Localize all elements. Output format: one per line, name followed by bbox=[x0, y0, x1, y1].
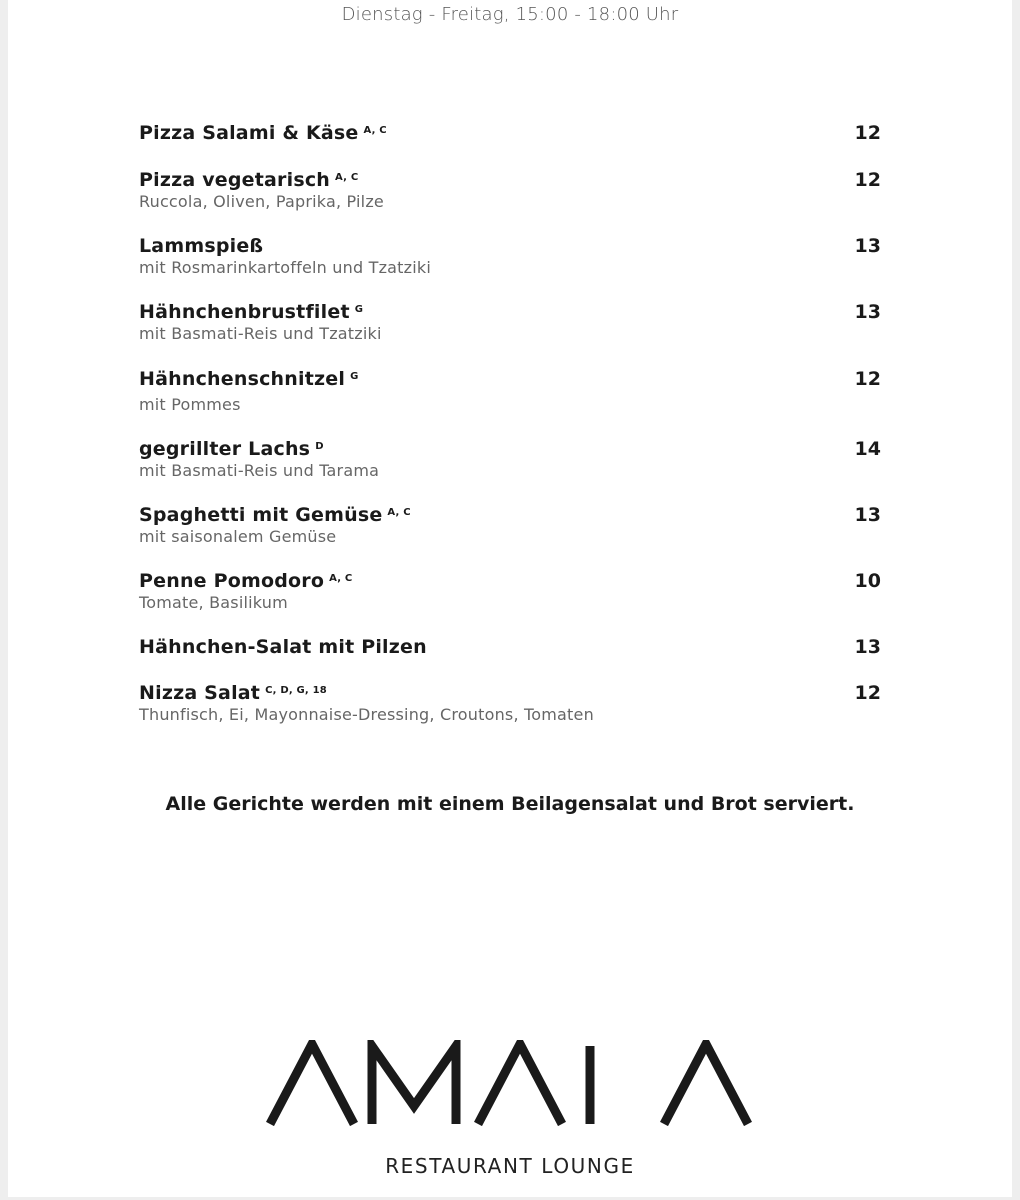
dish-name bbox=[139, 168, 881, 192]
allergen-codes: A, C bbox=[335, 172, 359, 183]
dish-description: Ruccola, Oliven, Paprika, Pilze bbox=[139, 192, 384, 211]
allergen-codes: G bbox=[350, 371, 359, 382]
dish-title: Hähnchenschnitzel bbox=[139, 368, 346, 390]
dish-price: 12 bbox=[854, 682, 881, 704]
menu-item bbox=[139, 300, 881, 344]
dish-price: 12 bbox=[854, 368, 881, 390]
dish-price: 13 bbox=[854, 301, 881, 323]
menu-item bbox=[139, 569, 881, 613]
dish-name bbox=[139, 635, 881, 659]
dish-description: mit Pommes bbox=[139, 395, 241, 414]
dish-name bbox=[139, 121, 881, 145]
logo-letter-a bbox=[270, 1044, 354, 1124]
dish-name bbox=[139, 681, 881, 705]
logo-letter-a bbox=[478, 1044, 562, 1124]
dish-description: mit Basmati-Reis und Tzatziki bbox=[139, 324, 382, 343]
dish-price: 13 bbox=[854, 636, 881, 658]
dish-description: mit Rosmarinkartoffeln und Tzatziki bbox=[139, 258, 432, 277]
side-dish-note: Alle Gerichte werden mit einem Beilagensalat und Brot serviert. bbox=[165, 793, 855, 815]
logo-letter-m bbox=[372, 1046, 456, 1124]
dish-title: Hähnchenbrustfilet bbox=[139, 301, 350, 323]
dish-title: Hähnchen-Salat mit Pilzen bbox=[139, 636, 427, 658]
allergen-codes: A, C bbox=[363, 125, 387, 136]
allergen-codes: C, D, G, 18 bbox=[265, 685, 327, 696]
menu-item bbox=[139, 635, 881, 659]
dish-price: 12 bbox=[854, 169, 881, 191]
dish-price: 13 bbox=[854, 504, 881, 526]
menu-item bbox=[139, 503, 881, 547]
dish-description: mit saisonalem Gemüse bbox=[139, 527, 337, 546]
allergen-codes: A, C bbox=[329, 573, 353, 584]
menu-item bbox=[139, 367, 881, 415]
dish-name bbox=[139, 437, 881, 461]
logo-subtitle: RESTAURANT LOUNGE bbox=[385, 1154, 635, 1178]
dish-description: mit Basmati-Reis und Tarama bbox=[139, 461, 380, 480]
dish-price: 10 bbox=[854, 570, 881, 592]
allergen-codes: A, C bbox=[387, 507, 411, 518]
menu-item bbox=[139, 168, 881, 212]
amaia-logo bbox=[266, 1040, 754, 1126]
dish-title: Penne Pomodoro bbox=[139, 570, 325, 592]
dish-description: Thunfisch, Ei, Mayonnaise-Dressing, Croutons, Tomaten bbox=[139, 705, 594, 724]
dish-name bbox=[139, 367, 881, 391]
menu-item bbox=[139, 681, 881, 725]
dish-title: Spaghetti mit Gemüse bbox=[139, 504, 383, 526]
dish-title: Pizza vegetarisch bbox=[139, 169, 331, 191]
allergen-codes: G bbox=[354, 304, 364, 315]
dish-title: gegrillter Lachs bbox=[139, 438, 311, 460]
dish-title: Lammspieß bbox=[139, 235, 264, 257]
dish-description: Tomate, Basilikum bbox=[139, 593, 288, 612]
logo-letter-a bbox=[664, 1044, 748, 1124]
menu-item bbox=[139, 437, 881, 481]
dish-title: Nizza Salat bbox=[139, 682, 261, 704]
dish-name bbox=[139, 503, 881, 527]
dish-name bbox=[139, 234, 881, 258]
dish-name bbox=[139, 300, 881, 324]
opening-hours: Dienstag - Freitag, 15:00 - 18:00 Uhr bbox=[341, 4, 679, 25]
allergen-codes: D bbox=[315, 441, 324, 452]
dish-name bbox=[139, 569, 881, 593]
dish-price: 13 bbox=[854, 235, 881, 257]
menu-item bbox=[139, 121, 881, 145]
dish-price: 14 bbox=[854, 438, 881, 460]
dish-price: 12 bbox=[854, 122, 881, 144]
menu-item bbox=[139, 234, 881, 278]
dish-title: Pizza Salami & Käse bbox=[139, 122, 359, 144]
